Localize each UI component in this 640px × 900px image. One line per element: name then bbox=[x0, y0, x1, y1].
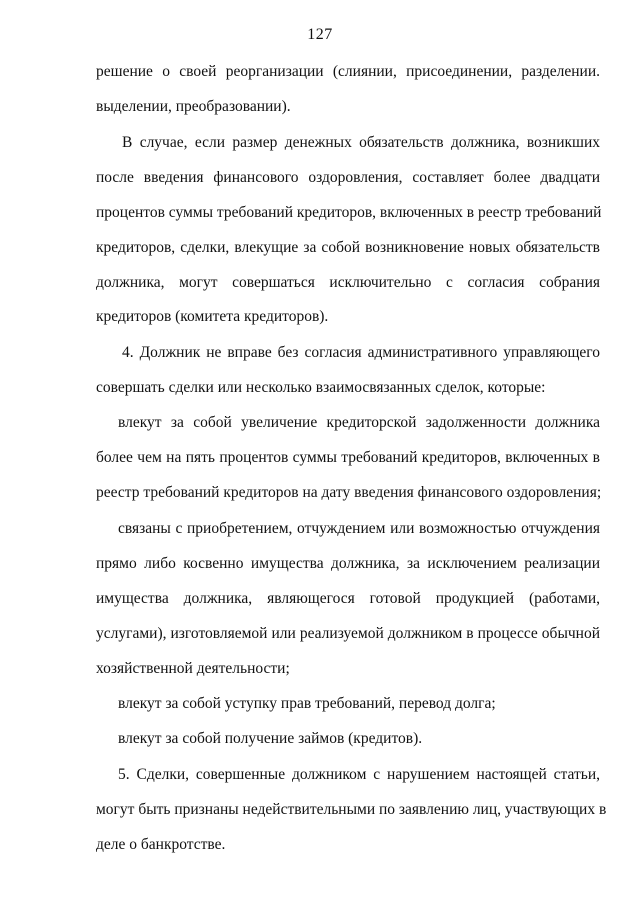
text-line: процентов суммы требований кредиторов, включенных в реестр требований bbox=[96, 204, 602, 221]
page-number: 127 bbox=[307, 26, 333, 43]
text-line: реестр требований кредиторов на дату введения финансового оздоровления; bbox=[96, 484, 602, 501]
text-line: влекут за собой получение займов (кредитов). bbox=[118, 730, 423, 747]
text-line: влекут за собой уступку прав требований, перевод долга; bbox=[118, 695, 496, 712]
text-line: кредиторов (комитета кредиторов). bbox=[96, 308, 329, 325]
text-line: прямо либо косвенно имущества должника, за исключением реализации bbox=[96, 555, 600, 572]
text-line: могут быть признаны недействительными по заявлению лиц, участвующих в bbox=[96, 801, 607, 818]
text-line: деле о банкротстве. bbox=[96, 836, 226, 853]
text-line: должника, могут совершаться исключительно с согласия собрания bbox=[96, 274, 600, 291]
text-line: В случае, если размер денежных обязательств должника, возникших bbox=[122, 134, 600, 151]
text-line: более чем на пять процентов суммы требований кредиторов, включенных в bbox=[96, 449, 600, 466]
text-line: 4. Должник не вправе без согласия административного управляющего bbox=[122, 344, 600, 361]
text-line: 5. Сделки, совершенные должником с нарушением настоящей статьи, bbox=[118, 766, 600, 783]
text-line: хозяйственной деятельности; bbox=[96, 660, 290, 677]
text-line: услугами), изготовляемой или реализуемой должником в процессе обычной bbox=[96, 625, 600, 642]
text-line: выделении, преобразовании). bbox=[96, 98, 291, 115]
text-line: связаны с приобретением, отчуждением или возможностью отчуждения bbox=[118, 520, 600, 537]
text-line: решение о своей реорганизации (слиянии, присоединении, разделении. bbox=[96, 63, 600, 80]
text-line: имущества должника, являющегося готовой продукцией (работами, bbox=[96, 590, 600, 607]
text-line: после введения финансового оздоровления, составляет более двадцати bbox=[96, 169, 600, 186]
text-line: кредиторов, сделки, влекущие за собой возникновение новых обязательств bbox=[96, 239, 600, 256]
text-line: совершать сделки или несколько взаимосвязанных сделок, которые: bbox=[96, 379, 546, 396]
text-line: влекут за собой увеличение кредиторской задолженности должника bbox=[118, 414, 600, 431]
